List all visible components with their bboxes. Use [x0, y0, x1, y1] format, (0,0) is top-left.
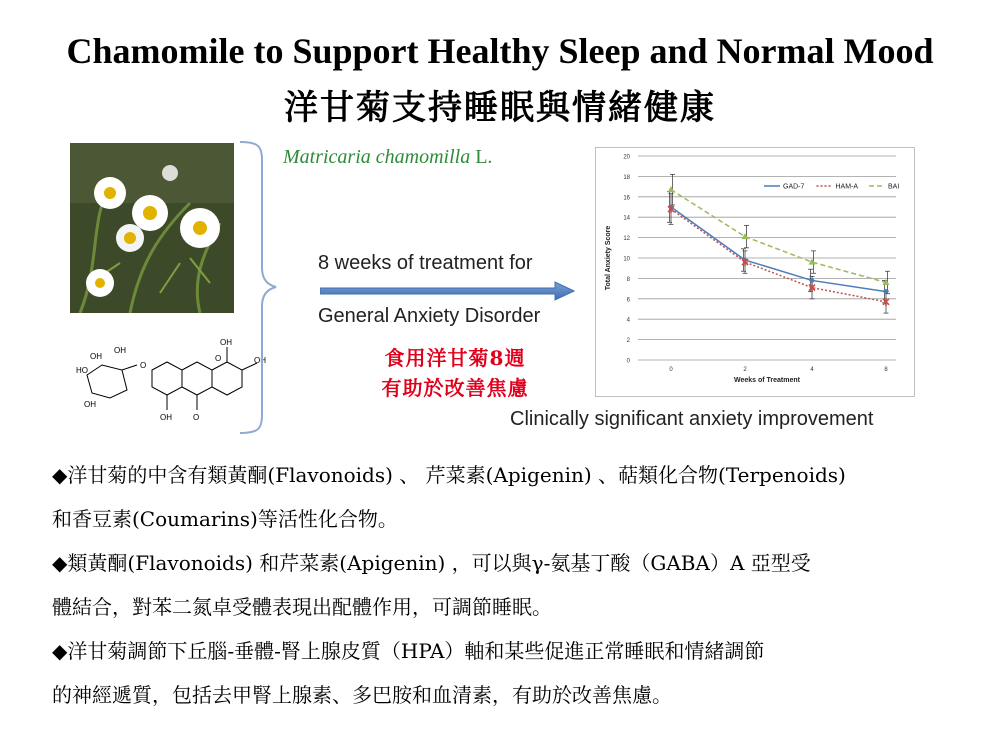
data-point — [742, 233, 749, 239]
species-author: L. — [470, 146, 493, 168]
oh-label-6: OH — [160, 413, 172, 422]
grouping-bracket — [238, 140, 278, 435]
treatment-duration-text: 8 weeks of treatment for — [318, 252, 533, 274]
bullet-text: 洋甘菊調節下丘腦-垂體-腎上腺皮質（HPA）軸和某些促進正常睡眠和情緒調節 — [67, 639, 765, 663]
series-line-ham-a — [671, 209, 886, 302]
x-tick-label: 2 — [743, 367, 747, 373]
diamond-bullet-icon: ◆ — [52, 639, 68, 663]
y-tick-label: 0 — [626, 358, 630, 365]
species-name — [283, 146, 492, 169]
oh-label-2: OH — [114, 346, 126, 355]
x-tick-label: 0 — [669, 367, 673, 373]
y-tick-label: 2 — [626, 338, 630, 345]
legend-label: GAD-7 — [783, 183, 805, 191]
species-binomial: Matricaria chamomilla — [283, 146, 471, 168]
bullet-text: 類黃酮(Flavonoids) 和芹菜素(Apigenin) ，可以與γ-氨基丁酸（GABA）A 亞型受 — [67, 551, 811, 575]
y-tick-label: 4 — [626, 317, 630, 324]
bullet-text: 體結合，對苯二氮卓受體表現出配體作用，可調節睡眠。 — [52, 595, 552, 619]
flower-4 — [180, 208, 220, 248]
flower-1 — [94, 177, 126, 209]
x-tick-label: 8 — [884, 367, 888, 373]
series-line-bai — [671, 190, 886, 283]
y-tick-label: 14 — [623, 215, 630, 222]
oh-label-4: OH — [220, 338, 232, 347]
oh-label-3: OH — [84, 400, 96, 409]
bullet-item — [52, 545, 962, 625]
legend-label: BAI — [888, 183, 900, 191]
y-tick-label: 8 — [626, 276, 630, 283]
treatment-zh-line-2: 有助於改善焦慮 — [381, 376, 529, 400]
page-title-english: Chamomile to Support Healthy Sleep and Normal Mood — [66, 31, 934, 71]
data-point — [668, 186, 675, 192]
o-ring-label: O — [215, 354, 222, 363]
legend-label: HAM-A — [835, 183, 859, 191]
diamond-bullet-icon: ◆ — [52, 551, 68, 575]
bullet-text: 和香豆素(Coumarins)等活性化合物。 — [52, 507, 398, 531]
x-axis-label: Weeks of Treatment — [733, 377, 801, 384]
flower-2 — [132, 195, 168, 231]
y-tick-label: 6 — [626, 297, 630, 304]
y-tick-label: 18 — [623, 174, 630, 181]
condition-text: General Anxiety Disorder — [318, 305, 541, 327]
ho-label: HO — [76, 366, 88, 375]
o-link-label: O — [140, 361, 147, 370]
chamomile-photo — [70, 143, 234, 313]
y-axis-label: Total Anxiety Score — [605, 225, 612, 291]
oh-label-1: OH — [90, 352, 102, 361]
chart-caption: Clinically significant anxiety improvement — [510, 408, 874, 430]
bullet-text: 洋甘菊的中含有類黃酮(Flavonoids) 、 芹菜素(Apigenin) 、萜類化合物(Terpenoids) — [67, 463, 846, 487]
bullet-item — [52, 633, 962, 713]
y-tick-label: 10 — [623, 256, 630, 263]
flower-5 — [86, 269, 114, 297]
bullet-text: 的神經遞質，包括去甲腎上腺素、多巴胺和血清素，有助於改善焦慮。 — [52, 683, 672, 707]
oh-label-5: OH — [254, 356, 266, 365]
x-tick-label: 4 — [810, 367, 814, 373]
y-tick-label: 20 — [623, 154, 630, 161]
treatment-zh-line-1: 食用洋甘菊8週 — [384, 346, 526, 370]
y-tick-label: 12 — [623, 236, 630, 243]
y-tick-label: 16 — [623, 195, 630, 202]
diamond-bullet-icon: ◆ — [52, 463, 68, 487]
o-keto-label: O — [193, 413, 200, 422]
anxiety-score-chart — [595, 147, 915, 397]
bullet-item — [52, 457, 962, 537]
flower-3 — [116, 224, 144, 252]
page-title-chinese: 洋甘菊支持睡眠與情緒健康 — [284, 88, 716, 128]
treatment-arrow — [320, 281, 575, 301]
bullet-list — [52, 457, 962, 721]
